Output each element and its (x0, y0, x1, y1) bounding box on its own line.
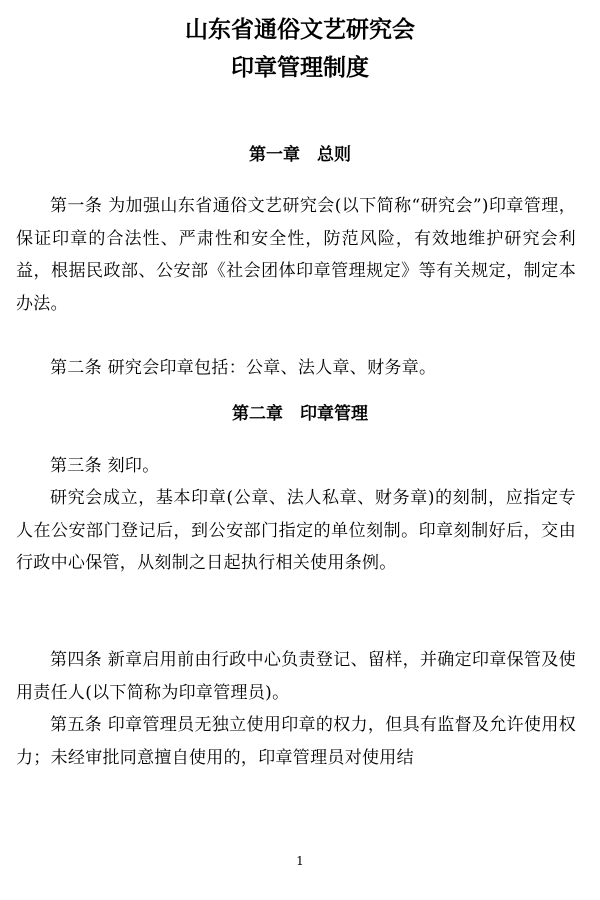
article-1-paragraph: 第一条 为加强山东省通俗文艺研究会(以下简称“研究会”)印章管理，保证印章的合法性、严肃性和安全性，防范风险，有效地维护研究会利益，根据民政部、公安部《社会团体印章管理规定》等有关规定，制定本办法。 (16, 196, 576, 314)
article-3-body-paragraph: 研究会成立，基本印章(公章、法人私章、财务章)的刻制，应指定专人在公安部门登记后，到公安部门指定的单位刻制。印章刻制好后，交由行政中心保管，从刻制之日起执行相关使用条例。 (16, 488, 576, 573)
document-title: 山东省通俗文艺研究会 (185, 17, 415, 43)
chapter-heading-seal-management: 第二章 印章管理 (232, 404, 368, 424)
article-5-paragraph: 第五条 印章管理员无独立使用印章的权力，但具有监督及允许使用权力；未经审批同意擅自使用的，印章管理员对使用结 (16, 715, 576, 768)
page-number: 1 (296, 854, 304, 868)
chapter-heading-general: 第一章 总则 (249, 145, 351, 165)
article-3-paragraph: 第三条 刻印。 (50, 456, 160, 476)
article-2-paragraph: 第二条 研究会印章包括：公章、法人章、财务章。 (50, 358, 437, 378)
document-subtitle: 印章管理制度 (231, 55, 369, 81)
article-4-paragraph: 第四条 新章启用前由行政中心负责登记、留样，并确定印章保管及使用责任人(以下简称为印章管理员)。 (16, 650, 576, 703)
